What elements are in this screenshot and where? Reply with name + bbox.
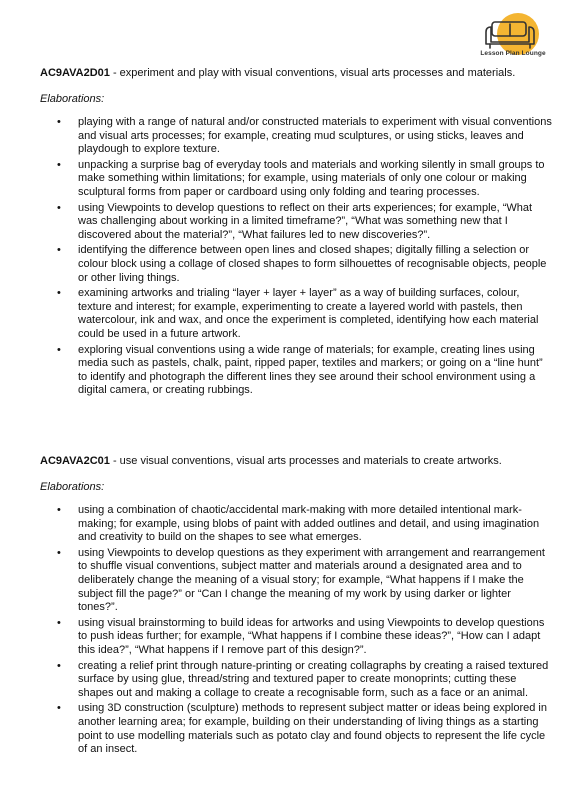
content-description <box>40 454 552 468</box>
elaborations-label: Elaborations: <box>40 481 105 493</box>
curriculum-code: AC9AVA2C01 <box>40 455 110 467</box>
list-item: • identifying the difference between open lines and closed shapes; digitally filling a selection or colour block using a collage of closed shapes to form silhouettes of recognisable objects, people or other living things. <box>40 244 552 285</box>
list-item: • playing with a range of natural and/or constructed materials to experiment with visual conventions and visual arts processes; for example, creating mud sculptures, or using sticks, leaves and playdough to explore texture. <box>40 116 552 157</box>
description-text: - use visual conventions, visual arts processes and materials to create artworks. <box>109 455 502 467</box>
content-description <box>40 66 552 80</box>
elaborations-list <box>40 504 552 757</box>
list-item: • creating a relief print through nature-printing or creating collagraphs by creating a raised textured surface by using glue, thread/string and textured paper to create monoprints; cutting these shapes out and making a collage to create a recognisable form, such as a face or an animal. <box>40 660 552 701</box>
list-item: • unpacking a surprise bag of everyday tools and materials and working silently in small groups to make something within limitations; for example, using materials of only one colour or making sculptural forms from paper or cardboard using only folding and tearing processes. <box>40 159 552 200</box>
list-item: • using 3D construction (sculpture) methods to represent subject matter or ideas being explored in another learning area; for example, building on their understanding of living things as a starting point to use modelling materials such as potato clay and found objects to represent the life cycle of an insect. <box>40 702 552 756</box>
list-item: • using visual brainstorming to build ideas for artworks and using Viewpoints to develop questions to push ideas further; for example, “What happens if I combine these ideas?”, “How can I adapt this idea?”, “What happens if I remove part of this design?”. <box>40 617 552 658</box>
list-item: • examining artworks and trialing “layer + layer + layer” as a way of building surfaces, colour, texture and interest; for example, experimenting to create a layered world with pastels, then watercolour, ink and wax, and once the experiment is completed, identifying how each material could be used in a future artwork. <box>40 287 552 341</box>
list-item: • exploring visual conventions using a wide range of materials; for example, creating lines using media such as pastels, chalk, paint, ripped paper, textiles and markers; or going on a “line hunt” to identify and photograph the different lines they see around their school environment using a digital camera, or creating rubbings. <box>40 344 552 398</box>
list-item: • using Viewpoints to develop questions to reflect on their arts experiences; for example, “What was challenging about working in a limited timeframe?”, “What was something new that I discovered about the material?”, “What failures led to new discoveries?”. <box>40 202 552 243</box>
description-text: - experiment and play with visual conventions, visual arts processes and materials. <box>109 67 516 79</box>
list-item: • using Viewpoints to develop questions as they experiment with arrangement and rearrangement to shuffle visual conventions, subject matter and materials around a designated area and to deliberately change the meaning of a visual story; for example, “What happens if I make the subject fill the page?” or “Can I change the meaning of my work by using darker or lighter tones?”. <box>40 547 552 615</box>
curriculum-code: AC9AVA2D01 <box>40 67 110 79</box>
list-item: • using a combination of chaotic/accidental mark-making with more detailed intentional mark-making; for example, using blobs of paint with added outlines and detail, and using imagination and creativity to build on the shapes to see what emerges. <box>40 504 552 545</box>
elaborations-label: Elaborations: <box>40 93 105 105</box>
logo-text: Lesson Plan Lounge <box>480 50 546 57</box>
section-ac9ava2d01 <box>40 66 552 400</box>
section-ac9ava2c01 <box>40 454 552 759</box>
elaborations-list <box>40 116 552 398</box>
